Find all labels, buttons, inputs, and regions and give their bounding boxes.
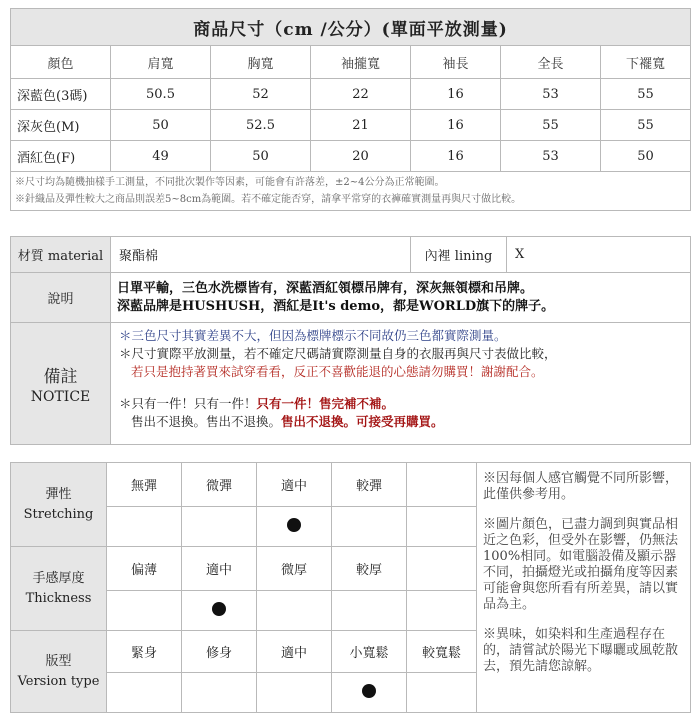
row-color-label: 深灰色(M) (11, 110, 111, 141)
stretch-label-cn: 彈性 (45, 486, 72, 502)
notice-label-en: NOTICE (30, 389, 91, 405)
version-option: 緊身 (107, 631, 182, 673)
cell-value: 50.5 (111, 79, 211, 110)
notice-text (111, 323, 691, 445)
cell-value: 55 (501, 110, 601, 141)
thickness-empty (407, 547, 477, 591)
cell-value: 16 (411, 79, 501, 110)
stretch-mark-cell (107, 507, 182, 547)
thickness-mark-cell (332, 591, 407, 631)
material-value: 聚酯棉 (111, 237, 411, 273)
row-color-label: 深藍色(3碼) (11, 79, 111, 110)
notice-line-5a: 售出不退換。售出不退換。 (131, 414, 282, 429)
version-mark-cell (332, 673, 407, 713)
description-label: 說明 (11, 273, 111, 323)
thickness-option: 適中 (182, 547, 257, 591)
thickness-mark-cell (107, 591, 182, 631)
version-mark-cell (407, 673, 477, 713)
size-table-title: 商品尺寸（cm /公分）(單面平放測量) (11, 9, 691, 46)
size-notes (11, 172, 691, 211)
cell-value: 22 (311, 79, 411, 110)
lining-label: 內裡 lining (411, 237, 507, 273)
thickness-label-en: Thickness (25, 590, 92, 606)
version-mark-cell (107, 673, 182, 713)
thickness-mark-cell (257, 591, 332, 631)
cell-value: 50 (111, 110, 211, 141)
thickness-label (11, 547, 107, 631)
side-note-1: ※因每個人感官觸覺不同所影響，此僅供參考用。 (483, 471, 679, 502)
size-note-1: ※尺寸均為隨機抽樣手工測量，不同批次製作等因素，可能會有許落差，±2~4公分為正常範圍。 (15, 177, 445, 188)
notice-line-1: ＊三色尺寸其實差異不大，但因為標牌標示不同故仍三色都實際測量。 (119, 328, 507, 343)
thickness-mark-cell (182, 591, 257, 631)
header-color: 顏色 (11, 46, 111, 79)
cell-value: 49 (111, 141, 211, 172)
thickness-option: 較厚 (332, 547, 407, 591)
stretch-label-en: Stretching (23, 506, 94, 522)
stretch-mark-cell (407, 507, 477, 547)
thickness-mark-cell (407, 591, 477, 631)
notice-line-4b: 只有一件！售完補不補。 (256, 396, 395, 411)
header-shoulder: 肩寬 (111, 46, 211, 79)
notice-line-5b: 售出不退換。可接受再購買。 (281, 414, 444, 429)
version-option: 修身 (182, 631, 257, 673)
size-header-row (11, 46, 691, 79)
version-label (11, 631, 107, 713)
cell-value: 53 (501, 79, 601, 110)
thickness-option: 微厚 (257, 547, 332, 591)
version-selected-dot (362, 684, 376, 698)
thickness-selected-dot (212, 602, 226, 616)
stretch-label (11, 463, 107, 547)
cell-value: 21 (311, 110, 411, 141)
description-line-2: 深藍品牌是HUSHUSH，酒紅是It's demo，都是WORLD旗下的牌子。 (117, 298, 555, 314)
description-line-1: 日單平輸，三色水洗標皆有，深藍酒紅領標吊牌有，深灰無領標和吊牌。 (117, 280, 534, 296)
notice-line-2: ＊尺寸實際平放測量，若不確定尺碼請實際測量自身的衣服再與尺寸表做比較， (119, 346, 557, 361)
size-row-wine (11, 141, 691, 172)
notice-label (11, 323, 111, 445)
side-note-2: ※圖片顏色，已盡力調到與實品相近之色彩，但受外在影響，仍無法100%相同。如電腦設備及顯示器不同，拍攝燈光或拍攝角度等因素可能會與您所看有所差異，請以實品為主。 (483, 517, 679, 612)
notice-label-cn: 備註 (43, 367, 78, 387)
header-hem: 下襬寬 (601, 46, 691, 79)
version-option: 適中 (257, 631, 332, 673)
stretch-mark-cell (332, 507, 407, 547)
info-table (10, 236, 691, 445)
cell-value: 20 (311, 141, 411, 172)
cell-value: 16 (411, 141, 501, 172)
cell-value: 50 (211, 141, 311, 172)
size-table (10, 8, 691, 211)
notice-line-4a: ＊只有一件！只有一件！ (119, 396, 257, 411)
cell-value: 52 (211, 79, 311, 110)
header-length: 全長 (501, 46, 601, 79)
cell-value: 55 (601, 79, 691, 110)
size-row-navy (11, 79, 691, 110)
lining-value: X (507, 237, 691, 273)
thickness-label-cn: 手感厚度 (32, 570, 85, 586)
stretch-mark-cell (182, 507, 257, 547)
stretch-option: 適中 (257, 463, 332, 507)
cell-value: 16 (411, 110, 501, 141)
header-sleeve: 袖長 (411, 46, 501, 79)
cell-value: 52.5 (211, 110, 311, 141)
version-mark-cell (182, 673, 257, 713)
version-option: 小寬鬆 (332, 631, 407, 673)
size-row-gray (11, 110, 691, 141)
version-mark-cell (257, 673, 332, 713)
stretch-option: 無彈 (107, 463, 182, 507)
stretch-option: 微彈 (182, 463, 257, 507)
size-note-2: ※針織品及彈性較大之商品則誤差5~8cm為範圍。若不確定能否穿，請拿平常穿的衣褲確實測量再與尺寸做比較。 (15, 194, 522, 205)
version-label-en: Version type (17, 673, 100, 689)
material-label: 材質 material (11, 237, 111, 273)
stretch-mark-cell (257, 507, 332, 547)
version-option: 較寬鬆 (407, 631, 477, 673)
cell-value: 55 (601, 110, 691, 141)
stretch-option: 較彈 (332, 463, 407, 507)
cell-value: 50 (601, 141, 691, 172)
cell-value: 53 (501, 141, 601, 172)
stretch-selected-dot (287, 518, 301, 532)
header-armhole: 袖攏寬 (311, 46, 411, 79)
attribute-table (10, 462, 691, 713)
header-chest: 胸寬 (211, 46, 311, 79)
version-label-cn: 版型 (45, 653, 72, 669)
notice-line-3: 若只是抱持著買來試穿看看，反正不喜歡能退的心態請勿購買！謝謝配合。 (131, 364, 544, 379)
stretch-empty (407, 463, 477, 507)
row-color-label: 酒紅色(F) (11, 141, 111, 172)
description-text (111, 273, 691, 323)
side-note-3: ※異味，如染料和生產過程存在的，請嘗試於陽光下曝曬或風乾散去，預先請您諒解。 (483, 627, 679, 674)
attribute-side-notes (477, 463, 691, 713)
thickness-option: 偏薄 (107, 547, 182, 591)
